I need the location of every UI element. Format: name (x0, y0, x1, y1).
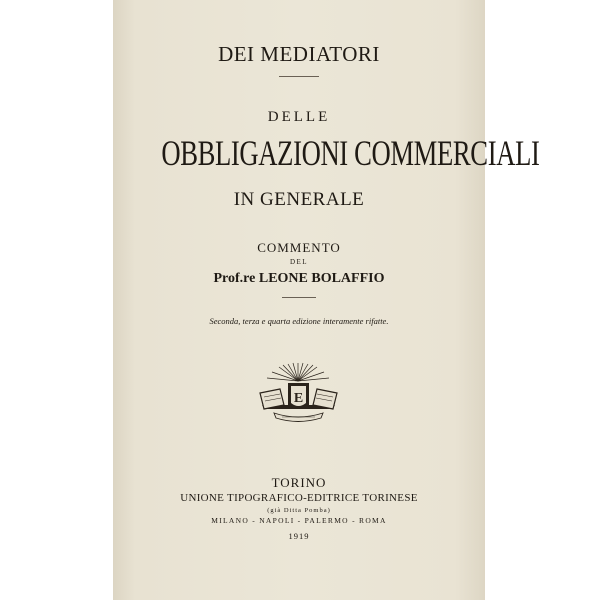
del-text: DEL (289, 258, 309, 266)
subtitle: IN GENERALE (233, 189, 365, 210)
publication-year: 1919 (288, 531, 310, 541)
title-page (113, 0, 540, 600)
author-name: Prof.re LEONE BOLAFFIO (213, 271, 385, 286)
divider-rule (279, 76, 319, 77)
delle-text: DELLE (267, 109, 331, 125)
publisher-emblem-icon (252, 361, 345, 425)
publisher-name: UNIONE TIPOGRAFICO-EDITRICE TORINESE (180, 492, 418, 504)
series-title: DEI MEDIATORI (218, 42, 380, 66)
publisher-note: (già Ditta Pomba) (267, 507, 331, 514)
publisher-branches: MILANO - NAPOLI - PALERMO - ROMA (211, 516, 387, 525)
commento-text: COMMENTO (257, 240, 341, 255)
main-title: OBBLIGAZIONI COMMERCIALI (161, 133, 540, 173)
emblem-monogram: E (293, 391, 304, 406)
divider-rule (282, 297, 316, 298)
edition-note: Seconda, terza e quarta edizione interamente rifatte. (209, 316, 389, 326)
city: TORINO (271, 475, 327, 490)
